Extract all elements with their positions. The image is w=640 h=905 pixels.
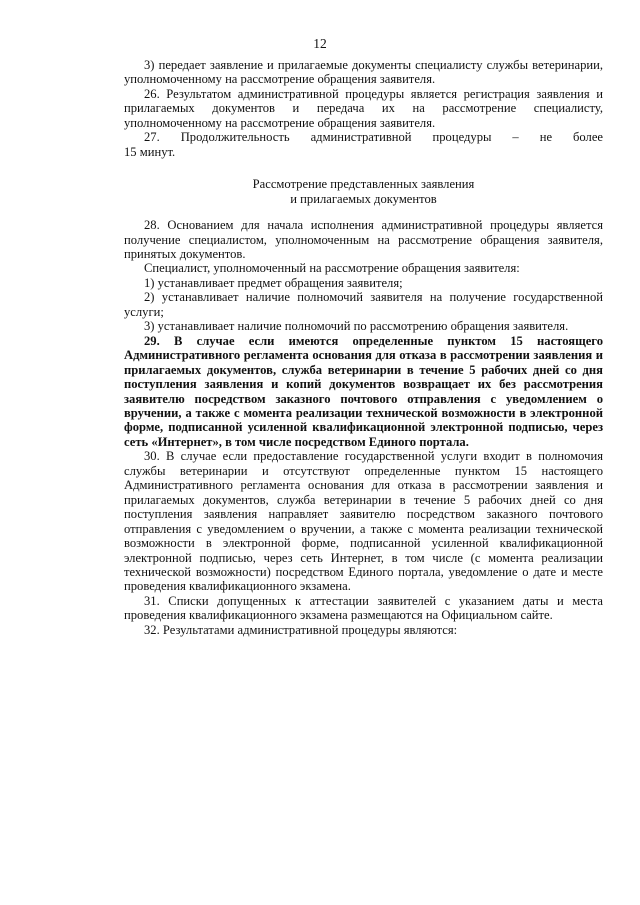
document-body — [124, 58, 603, 637]
section-heading — [124, 177, 603, 206]
specialist-intro: Специалист, уполномоченный на рассмотрение обращения заявителя: — [144, 261, 520, 276]
paragraph-29: 29. В случае если имеются определенные пунктом 15 настоящего Административного регламента основания для отказа в рассмотрении заявления и прилагаемых документов, служба ветеринарии в течение 5 рабочих дней со дня поступления заявления и копий документов возвращает их без рассмотрения заявителю посредством заказного почтового отправления с уведомлением о вручении, а также с момента реализации технической возможности в электронной форме, подписанной усиленной квалификационной электронной подписью, через сеть «Интернет», в том числе посредством Единого портала. — [124, 333, 603, 449]
paragraph-27: 27. Продолжительность административной процедуры – не более — [144, 130, 603, 145]
paragraph-31: 31. Списки допущенных к аттестации заявителей с указанием даты и места проведения квалификационного экзамена размещаются на Официальном сайте. — [124, 593, 603, 623]
paragraph-27-continuation: 15 минут. — [124, 144, 176, 159]
section-heading-line-1: Рассмотрение представленных заявления — [252, 177, 475, 192]
paragraph-30: 30. В случае если предоставление государственной услуги входит в полномочия службы ветеринарии и отсутствуют определенные пунктом 15 настоящего Административного регламента основания для отказа в рассмотрении заявления и прилагаемых документов, служба ветеринарии в течение 5 рабочих дней со дня поступления заявления направляет заявителю посредством заказного почтового отправления с уведомлением о вручении, а также с момента реализации технической возможности в электронной форме, подписанной усиленной квалификационной электронной подписью, через сеть Интернет, в том числе (с момента реализации технической возможности) посредством Единого портала, уведомление о дате и месте проведения квалификационного экзамена. — [124, 449, 603, 594]
section-heading-line-2: и прилагаемых документов — [290, 191, 437, 206]
paragraph-28: 28. Основанием для начала исполнения административной процедуры является получение специалистом, уполномоченным на рассмотрение обращения заявителя, принятых документов. — [124, 218, 603, 261]
page-number: 12 — [313, 36, 327, 51]
specialist-item-3: 3) устанавливает наличие полномочий по рассмотрению обращения заявителя. — [144, 319, 569, 334]
paragraph-32: 32. Результатами административной процедуры являются: — [144, 622, 458, 637]
specialist-item-1: 1) устанавливает предмет обращения заявителя; — [144, 275, 403, 290]
paragraph-26: 26. Результатом административной процедуры является регистрация заявления и прилагаемых документов и передача их на рассмотрение специалисту, уполномоченному на рассмотрение обращения заявителя. — [124, 86, 603, 130]
specialist-item-2: 2) устанавливает наличие полномочий заявителя на получение государственной услуги; — [124, 290, 603, 319]
paragraph-item-3-transfer: 3) передает заявление и прилагаемые документы специалисту службы ветеринарии, уполномоченному на рассмотрение обращения заявителя. — [124, 58, 603, 87]
